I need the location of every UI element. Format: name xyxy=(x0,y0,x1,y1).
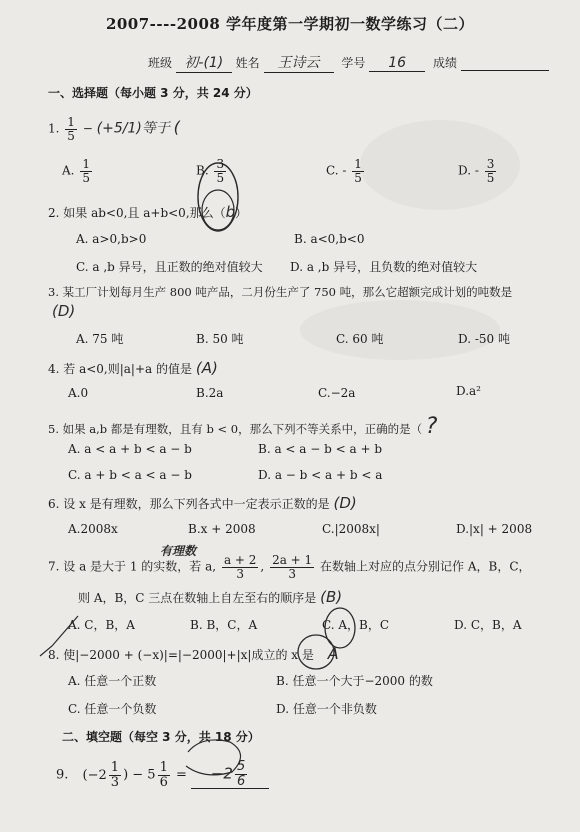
q3-answer: (D) xyxy=(52,302,76,320)
score-label: 成绩 xyxy=(433,56,458,70)
q8-option-c: C. 任意一个负数 xyxy=(68,702,157,716)
question-8: 8. 使|−2000 + (−x)|=|−2000|+|x|成立的 x 是 A xyxy=(48,644,339,663)
id-label: 学号 xyxy=(341,56,366,70)
q6-option-a: A.2008x xyxy=(68,522,118,536)
q2-option-a: A. a>0,b>0 xyxy=(76,232,147,246)
question-9: 9. (−2 $\frac{1}{3}$ ) − 5 $\frac{1}{6}$ = −2 $\frac{5}{6}$ xyxy=(56,760,269,789)
class-value: 初-(1) xyxy=(176,52,232,73)
q3-option-b: B. 50 吨 xyxy=(196,332,244,346)
q8-option-b: B. 任意一个大于−2000 的数 xyxy=(276,674,433,688)
name-value: 王诗云 xyxy=(264,52,334,73)
q4-option-c: C.−2a xyxy=(318,386,356,400)
q3-option-c: C. 60 吨 xyxy=(336,332,384,346)
q5-option-c: C. a + b < a < a − b xyxy=(68,468,192,482)
q4-option-a: A.0 xyxy=(68,386,89,400)
score-field xyxy=(461,56,549,71)
q6-answer: (D) xyxy=(333,494,357,512)
q2-option-c: C. a ,b 异号，且正数的绝对值较大 xyxy=(76,260,263,274)
id-value: 16 xyxy=(369,55,425,72)
name-label: 姓名 xyxy=(235,56,260,70)
q8-answer: A xyxy=(327,644,339,663)
page-title: 2007----2008 学年度第一学期初一数学练习（二） xyxy=(105,15,475,33)
q7-fraction-2: $\frac{2a + 1}{3}$ xyxy=(272,553,313,581)
q9-fraction-2: $\frac{1}{6}$ xyxy=(159,760,168,790)
q7-option-a: A. C，B，A xyxy=(68,618,135,632)
q1-number: 1. xyxy=(48,121,60,136)
q5-option-b: B. a < a − b < a + b xyxy=(258,442,383,456)
section-choice-title: 一、选择题（每小题 3 分，共 24 分） xyxy=(48,86,258,100)
q3-option-a: A. 75 吨 xyxy=(76,332,124,346)
q1-handwriting: (+5/1)等于 xyxy=(96,120,170,137)
q7-option-d: D. C，B，A xyxy=(454,618,522,632)
q5-answer: ? xyxy=(425,414,438,439)
q7-fraction-1: $\frac{a + 2}{3}$ xyxy=(223,553,257,581)
question-5: 5. 如果 a,b 都是有理数，且有 b < 0，那么下列不等关系中，正确的是（ ? xyxy=(48,414,438,439)
q2-option-d: D. a ,b 异号，且负数的绝对值较大 xyxy=(290,260,478,274)
q9-fraction-1: $\frac{1}{3}$ xyxy=(110,760,120,790)
q8-option-d: D. 任意一个非负数 xyxy=(276,702,377,716)
q6-option-b: B.x + 2008 xyxy=(188,522,256,536)
q2-answer: b xyxy=(225,203,236,221)
q1-option-c: C. - $\frac{1}{5}$ xyxy=(326,157,362,185)
q1-option-d: D. - $\frac{3}{5}$ xyxy=(458,157,495,185)
class-label: 班级 xyxy=(148,56,173,70)
section-fill-title: 二、填空题（每空 3 分，共 18 分） xyxy=(62,730,260,744)
q5-option-d: D. a − b < a + b < a xyxy=(258,468,383,482)
q7-answer: (B) xyxy=(320,588,343,606)
q6-option-d: D.|x| + 2008 xyxy=(456,522,533,536)
q5-option-a: A. a < a + b < a − b xyxy=(68,442,192,456)
q7-option-c: C. A，B，C xyxy=(322,618,390,632)
question-3: 3. 某工厂计划每月生产 800 吨产品，二月份生产了 750 吨，那么它超额完成计划的吨数是 xyxy=(48,285,513,299)
question-7: 7. 设 a 是大于 1 的实数，若 a, $\frac{a + 2}{3}$ , $\frac{2a + 1}{3}$ 在数轴上对应的点分别记作 A，B，C， xyxy=(48,553,531,581)
question-7-line-2: 则 A，B，C 三点在数轴上自左至右的顺序是 (B) xyxy=(78,588,343,606)
q6-option-c: C.|2008x| xyxy=(322,522,380,536)
q4-option-b: B.2a xyxy=(196,386,224,400)
q8-option-a: A. 任意一个正数 xyxy=(68,674,157,688)
q1-fraction: $\frac{1}{5}$ xyxy=(67,115,75,143)
question-4: 4. 若 a<0,则|a|+a 的值是 (A) xyxy=(48,359,218,377)
q4-option-d: D.a² xyxy=(456,384,481,398)
q3-option-d: D. -50 吨 xyxy=(458,332,510,346)
question-6: 6. 设 x 是有理数，那么下列各式中一定表示正数的是 (D) xyxy=(48,494,357,512)
q1-answer-mark: ( xyxy=(173,117,180,137)
q2-option-b: B. a<0,b<0 xyxy=(294,232,365,246)
q1-option-a: A. $\frac{1}{5}$ xyxy=(62,157,90,185)
q9-answer: −2 $\frac{5}{6}$ xyxy=(191,760,269,789)
q7-margin-note: 有理数 xyxy=(160,544,197,558)
q4-answer: (A) xyxy=(195,359,218,377)
student-info-row xyxy=(148,52,549,73)
q1-option-b: B. $\frac{3}{5}$ xyxy=(196,157,225,185)
question-2: 2. 如果 ab<0,且 a+b<0,那么（b） xyxy=(48,203,248,221)
question-1: 1. $\frac{1}{5}$ − (+5/1)等于 ( xyxy=(48,115,180,143)
q7-option-b: B. B，C，A xyxy=(190,618,258,632)
